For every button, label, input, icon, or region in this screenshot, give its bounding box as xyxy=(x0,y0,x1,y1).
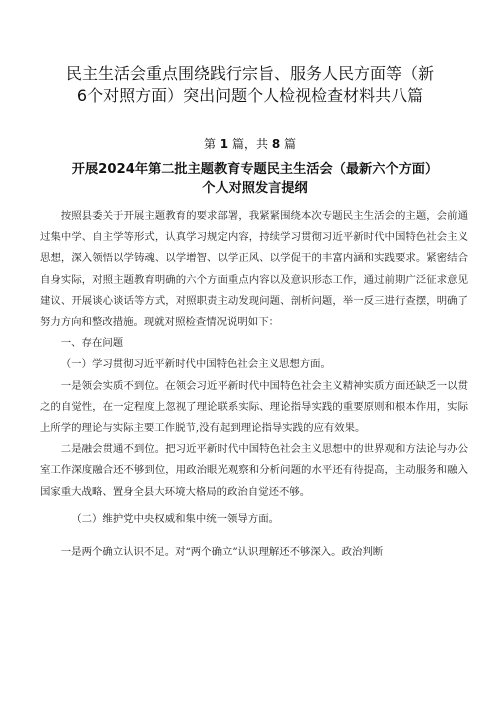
counter-total: 8 xyxy=(271,137,281,151)
counter-prefix: 第 xyxy=(203,137,216,151)
counter-suffix: 篇 xyxy=(284,137,297,151)
paragraph-point-1: 一是领会实质不到位。在领会习近平新时代中国特色社会主义精神实质方面还缺乏一以贯之的自觉性，在一定程度上忽视了理论联系实际、理论指导实践的重要原则和根本作用，实际上所学的理论与实际主要工作脱节,没有起到理论指导实践的应有效果。 xyxy=(40,379,468,435)
article-counter xyxy=(0,136,500,152)
article-body xyxy=(40,206,468,563)
paragraph-point-2: 二是融会贯通不到位。把习近平新时代中国特色社会主义思想中的世界观和方法论与办公室工作深度融合还不够到位，用政治眼光观察和分析问题的水平还有待提高，主动服务和融入国家重大战略、置身全县大环境大格局的政治自觉还不够。 xyxy=(40,443,468,498)
counter-middle: 篇，共 xyxy=(231,137,268,151)
document-title xyxy=(40,63,460,107)
sub-heading-study: （一）学习贯彻习近平新时代中国特色社会主义思想方面。 xyxy=(60,358,331,371)
article-title-line-2: 个人对照发言提纲 xyxy=(202,181,308,196)
section-heading-problems: 一、存在问题 xyxy=(60,337,124,350)
article-title-line-1: 开展2024年第二批主题教育专题民主生活会（最新六个方面） xyxy=(71,162,439,177)
intro-paragraph: 按照县委关于开展主题教育的要求部署，我紧紧围绕本次专题民主生活会的主题，会前通过集中学、自主学等形式，认真学习规定内容，持续学习贯彻习近平新时代中国特色社会主义思想，深入领悟以学铸魂、以学增智、以学正风、以学促干的丰富内涵和实践要求。紧密结合自身实际，对照主题教育明确的六个方面重点内容以及意识形态工作，通过前期广泛征求意见建议、开展谈心谈话等方式，对照职责主动发现问题、剖析问题，举一反三进行查摆，明确了努力方向和整改措施。现就对照检查情况说明如下： xyxy=(40,210,468,329)
counter-current: 1 xyxy=(219,137,229,151)
sub-heading-authority: （二）维护党中央权威和集中统一领导方面。 xyxy=(71,512,279,525)
article-title xyxy=(40,160,470,198)
paragraph-point-3: 一是两个确立认识不足。对“两个确立”认识理解还不够深入。政治判断 xyxy=(60,546,384,559)
document-title-line-1: 民主生活会重点围绕践行宗旨、服务人民方面等（新 xyxy=(65,64,434,83)
spacer xyxy=(40,530,468,542)
document-title-line-2: 6个对照方面）突出问题个人检视检查材料共八篇 xyxy=(76,86,424,105)
